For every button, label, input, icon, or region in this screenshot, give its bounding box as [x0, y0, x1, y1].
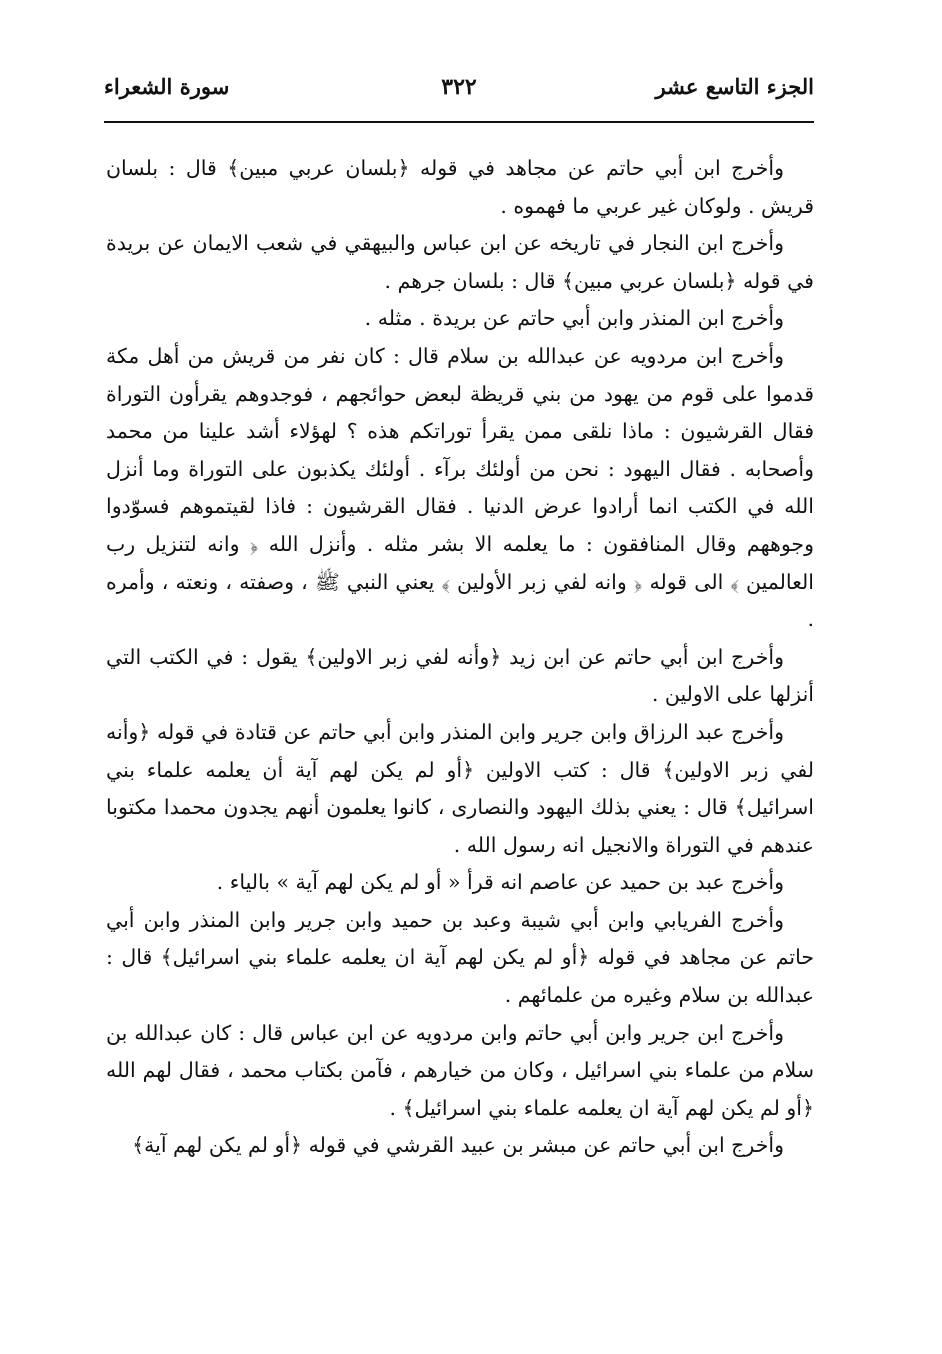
- paragraph: وأخرج ابن أبي حاتم عن مبشر بن عبيد القرشي في قوله ﴿أو لم يكن لهم آية﴾: [132, 1133, 784, 1158]
- paragraph: وأخرج ابن مردويه عن عبدالله بن سلام قال : كان نفر من قريش من أهل مكة قدموا على قوم من يهود من بني قريظة لبعض حوائجهم ، فوجدوهم يقرأون التوراة فقال القرشيون : ماذا نلقى ممن يقرأ توراتكم هذه ؟ لهؤلاء أشد علينا من محمد وأصحابه . فقال اليهود : نحن من أولئك برآء . أولئك يكذبون على التوراة وما أنزل الله في الكتب انما أرادوا عرض الدنيا . فقال القرشيون : فاذا لقيتموهم فسوّدوا وجوههم وقال المنافقون : ما يعلمه الا بشر مثله . وأنزل الله ﴿ وانه لتنزيل رب العالمين ﴾ الى قوله ﴿ وانه لفي زبر الأولين ﴾ يعني النبي ﷺ ، وصفته ، ونعته ، وأمره .: [106, 343, 814, 632]
- paragraph: وأخرج الفريابي وابن أبي شيبة وعبد بن حميد وابن جرير وابن المنذر وابن أبي حاتم عن مجاهد في قوله ﴿أو لم يكن لهم آية ان يعلمه علماء بني اسرائيل﴾ قال : عبدالله بن سلام وغيره من علمائهم .: [106, 907, 814, 1008]
- paragraph: وأخرج عبد بن حميد عن عاصم انه قرأ « أو لم يكن لهم آية » بالياء .: [216, 870, 784, 895]
- page-number: ٣٢٢: [441, 74, 477, 100]
- header-rule: [104, 121, 814, 123]
- paragraph: وأخرج ابن جرير وابن أبي حاتم وابن مردويه عن ابن عباس قال : كان عبدالله بن سلام من علماء بني اسرائيل ، وكان من خيارهم ، فآمن بكتاب محمد ، فقال لهم الله ﴿أو لم يكن لهم آية ان يعلمه علماء بني اسرائيل﴾ .: [106, 1020, 814, 1120]
- surah-title: سورة الشعراء: [104, 74, 230, 99]
- page-header: [104, 74, 814, 114]
- paragraph: وأخرج ابن أبي حاتم عن ابن زيد ﴿وأنه لفي زبر الاولين﴾ يقول : في الكتب التي أنزلها على الاولين .: [106, 644, 814, 707]
- paragraph: وأخرج عبد الرزاق وابن جرير وابن المنذر وابن أبي حاتم عن قتادة في قوله ﴿وأنه لفي زبر الاولين﴾ قال : كتب الاولين ﴿أو لم يكن لهم آية أن يعلمه علماء بني اسرائيل﴾ قال : يعني بذلك اليهود والنصارى ، كانوا يعلمون أنهم يجدون محمدا مكتوبا عندهم في التوراة والانجيل انه رسول الله .: [106, 719, 814, 857]
- paragraph: وأخرج ابن أبي حاتم عن مجاهد في قوله ﴿بلسان عربي مبين﴾ قال : بلسان قريش . ولوكان غير عربي ما فهموه .: [106, 156, 814, 218]
- paragraph: وأخرج ابن المنذر وابن أبي حاتم عن بريدة . مثله .: [364, 306, 784, 331]
- paragraph: وأخرج ابن النجار في تاريخه عن ابن عباس والبيهقي في شعب الايمان عن بريدة في قوله ﴿بلسان عربي مبين﴾ قال : بلسان جرهم .: [106, 231, 814, 293]
- part-title: الجزء التاسع عشر: [655, 74, 814, 99]
- page-body: [106, 150, 814, 1165]
